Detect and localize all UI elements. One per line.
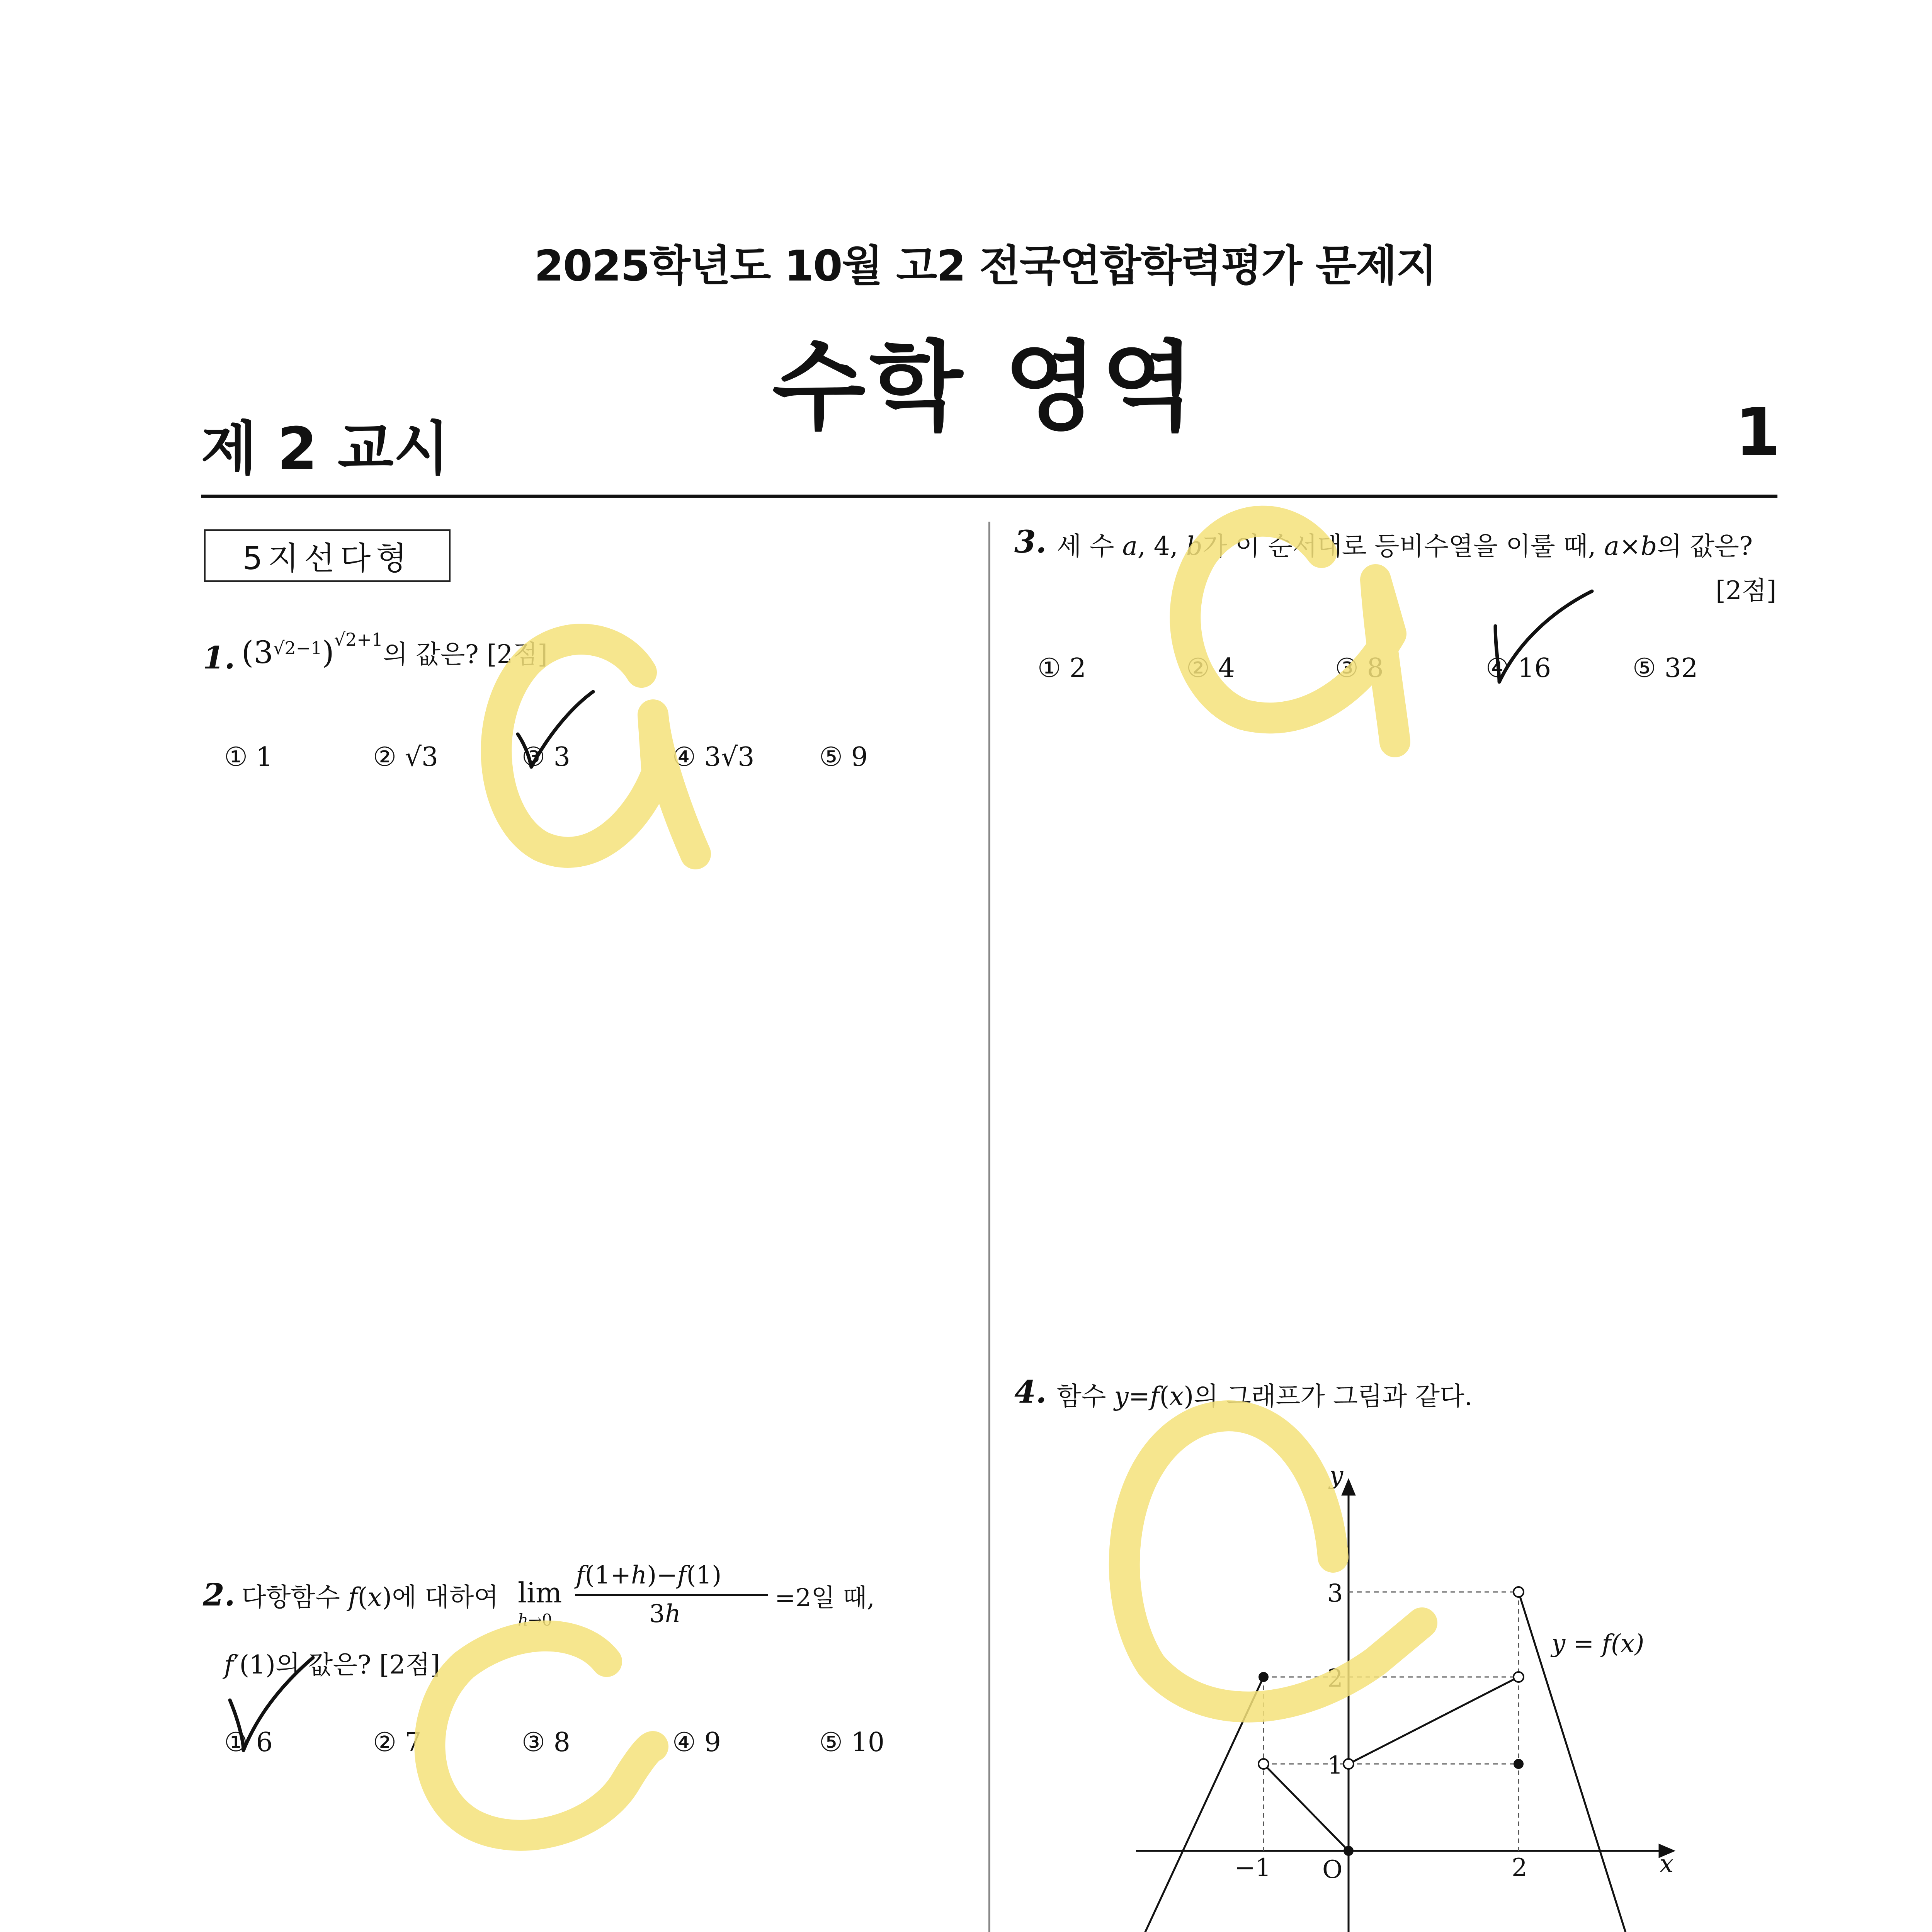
question-1 [203,639,235,676]
header-rule [201,495,1777,498]
function-label: y = f(x) [1551,1629,1645,1658]
question-3 [1014,524,1047,560]
question-2-limit: lim h→0 f(1+h)−f(1) 3h =2일 때, [518,1561,875,1629]
column-divider [988,522,990,1932]
question-1-expression: $(3^{√2-1})^{√2+1}$의 값은? [2점] [242,629,548,670]
question-1-points: [2점] [486,639,548,669]
choice-1[interactable]: ① 2 [1037,653,1086,684]
graph-segment-ascending [1349,1677,1519,1764]
choice-5[interactable]: ⑤ 9 [819,742,868,772]
choice-2[interactable]: ② 7 [373,1727,422,1758]
choice-5[interactable]: ⑤ 10 [819,1727,885,1758]
question-number: 3. [1014,524,1047,560]
closed-point [1344,1846,1354,1856]
open-point [1344,1759,1354,1769]
x-axis-label: x [1660,1850,1674,1878]
choice-2[interactable]: ② √3 [373,742,439,772]
y-axis-label: y [1329,1468,1344,1490]
question-2-prefix: 다항함수 [242,1582,340,1612]
question-3-text: 세 수 a, 4, b가 이 순서대로 등비수열을 이룰 때, a×b의 값은? [1057,531,1753,561]
closed-point [1514,1759,1524,1769]
graph-segment-left [1140,1677,1264,1932]
open-point [1514,1587,1524,1597]
question-1-text: 의 값은? [383,639,479,669]
choice-3[interactable]: ③ 8 [1335,653,1384,684]
choice-2[interactable]: ② 4 [1186,653,1235,684]
question-number: 2. [203,1577,235,1613]
choice-3[interactable]: ③ 3 [522,742,570,772]
guide-lines [1264,1592,1519,1851]
subject-title: 수학 영역 [772,331,1199,443]
question-number: 1. [203,639,235,676]
function-graph [1121,1468,1700,1932]
choice-3[interactable]: ③ 8 [522,1727,570,1758]
choice-list [1037,653,1772,692]
choice-list [224,1727,958,1766]
choice-list [224,742,958,781]
question-2-suffix: 일 때, [811,1584,875,1612]
choice-5[interactable]: ⑤ 32 [1633,653,1698,684]
choice-1[interactable]: ① 6 [224,1727,273,1758]
y-tick-label: 1 [1327,1751,1343,1780]
question-2-mid: 에 대하여 [392,1582,499,1612]
question-number: 4. [1014,1374,1047,1410]
closed-point [1259,1672,1269,1682]
open-point [1514,1672,1524,1682]
origin-label: O [1322,1855,1343,1884]
question-3-points: [2점] [1716,576,1777,605]
question-2 [203,1577,235,1613]
question-4 [1014,1374,1047,1410]
y-tick-label: 3 [1327,1579,1343,1608]
exam-subtitle: 2025학년도 10월 고2 전국연합학력평가 문제지 [534,241,1437,291]
page-corner-number: 1 [1735,394,1781,471]
choice-1[interactable]: ① 1 [224,742,273,772]
section-label: 5지선다형 [204,529,451,582]
x-tick-label: −1 [1235,1854,1271,1882]
question-2-line2: f′(1)의 값은? [2점] [224,1650,440,1680]
x-tick-label: 2 [1512,1854,1527,1882]
question-4-text: 함수 y=f(x)의 그래프가 그림과 같다. [1057,1381,1473,1411]
period-label: 제 2 교시 [201,415,450,483]
question-2-line1: 다항함수 f(x)에 대하여 [242,1582,499,1612]
y-axis-arrow-icon [1343,1481,1354,1495]
open-point [1259,1759,1269,1769]
question-2-points: [2점] [379,1650,440,1680]
choice-4[interactable]: ④ 9 [672,1727,721,1758]
choice-4[interactable]: ④ 3√3 [672,742,755,772]
choice-4[interactable]: ④ 16 [1486,653,1551,684]
y-tick-label: 2 [1327,1664,1343,1693]
